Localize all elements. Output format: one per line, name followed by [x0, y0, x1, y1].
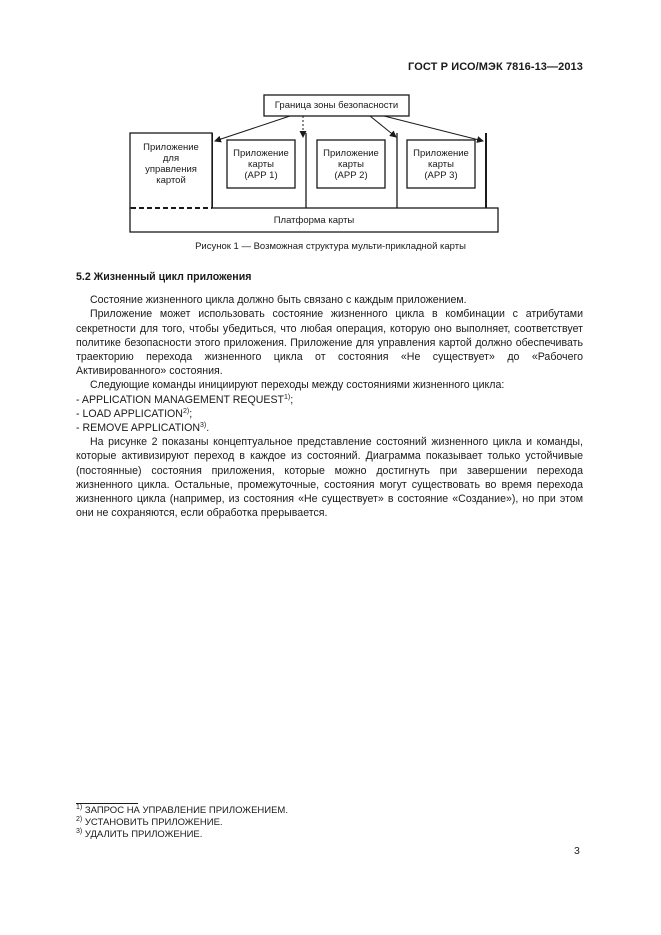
app-line: (АРР 3) — [424, 169, 458, 181]
footnote — [76, 817, 288, 829]
command-item — [76, 421, 583, 435]
figure-caption: Рисунок 1 — Возможная структура мульти-прикладной карты — [195, 241, 466, 252]
command-name: - REMOVE APPLICATION — [76, 422, 201, 435]
punctuation: . — [206, 422, 210, 435]
manager-app-label — [131, 135, 211, 193]
section-title: 5.2 Жизненный цикл приложения — [76, 271, 252, 283]
app-line: карты — [428, 158, 454, 170]
footnote-divider — [76, 803, 138, 804]
security-boundary-label: Граница зоны безопасности — [274, 100, 399, 111]
app-line: Приложение — [233, 147, 289, 159]
punctuation: ; — [290, 393, 294, 406]
figure-multi-application-card — [0, 0, 661, 260]
document-header: ГОСТ Р ИСО/МЭК 7816-13—2013 — [408, 61, 583, 73]
command-name: - APPLICATION MANAGEMENT REQUEST — [76, 393, 284, 406]
app-line: Приложение — [413, 147, 469, 159]
arrow-to-wall-left — [215, 116, 290, 141]
app2-label — [318, 141, 384, 187]
manager-app-line: для — [162, 153, 180, 164]
footnote-ref: 3) — [200, 422, 207, 430]
manager-app-line: Приложение — [143, 142, 199, 153]
platform-label: Платформа карты — [273, 215, 355, 226]
footnote-text: УСТАНОВИТЬ ПРИЛОЖЕНИЕ. — [84, 817, 223, 828]
arrow-to-app3 — [370, 116, 396, 137]
footnote — [76, 805, 288, 817]
footnotes — [76, 805, 288, 841]
app1-label — [228, 141, 294, 187]
footnote-mark: 3) — [76, 828, 83, 835]
app-line: карты — [248, 158, 274, 170]
app-line: (АРР 1) — [244, 169, 278, 181]
footnote-ref: 2) — [182, 407, 190, 415]
footnote — [76, 829, 288, 841]
app-line: карты — [338, 158, 364, 170]
manager-app-line: управления — [145, 164, 197, 175]
paragraph: Состояние жизненного цикла должно быть связано с каждым приложением. — [90, 294, 467, 307]
command-item — [76, 393, 583, 407]
command-name: - LOAD APPLICATION — [76, 407, 183, 420]
app-line: Приложение — [323, 147, 379, 159]
footnote-text: ЗАПРОС НА УПРАВЛЕНИЕ ПРИЛОЖЕНИЕМ. — [84, 805, 288, 816]
footnote-text: УДАЛИТЬ ПРИЛОЖЕНИЕ. — [84, 829, 203, 840]
manager-app-line: картой — [156, 175, 186, 186]
footnote-ref: 1) — [283, 393, 291, 401]
command-item — [76, 407, 583, 421]
paragraph: На рисунке 2 показаны концептуальное представление состояний жизненного цикла и команды, которые активизируют переход в каждое из состояний. Диаграмма показывает только устойчивые (постоянные) состояния приложения, которые можно достигнуть при завершении перехода жизненного цикла. Остальные, промежуточные, состояния могут существовать во время перехода жизненного цикла (например, из состояния «Не существует» в состояние «Создание»), но при этом они не сохраняются, если обработка прерывается. — [76, 436, 583, 520]
paragraph: Следующие команды инициируют переходы между состояниями жизненного цикла: — [90, 379, 505, 392]
app-line: (АРР 2) — [334, 169, 368, 181]
paragraph: Приложение может использовать состояние жизненного цикла в комбинации с атрибутами секретности для того, чтобы убедиться, что любая операция, которую оно выполняет, соответствует политике безопасности этого приложения. Приложение для управления картой должно обеспечивать траекторию перехода жизненного цикла от состояния «Не существует» до «Рабочего Активированного» состояния. — [76, 308, 583, 378]
section-body — [76, 270, 583, 520]
app3-label — [408, 141, 474, 187]
page-number: 3 — [574, 845, 580, 857]
arrow-to-wall-right — [384, 116, 483, 141]
punctuation: ; — [189, 407, 193, 420]
footnote-mark: 2) — [76, 816, 83, 823]
footnote-mark: 1) — [76, 804, 83, 811]
